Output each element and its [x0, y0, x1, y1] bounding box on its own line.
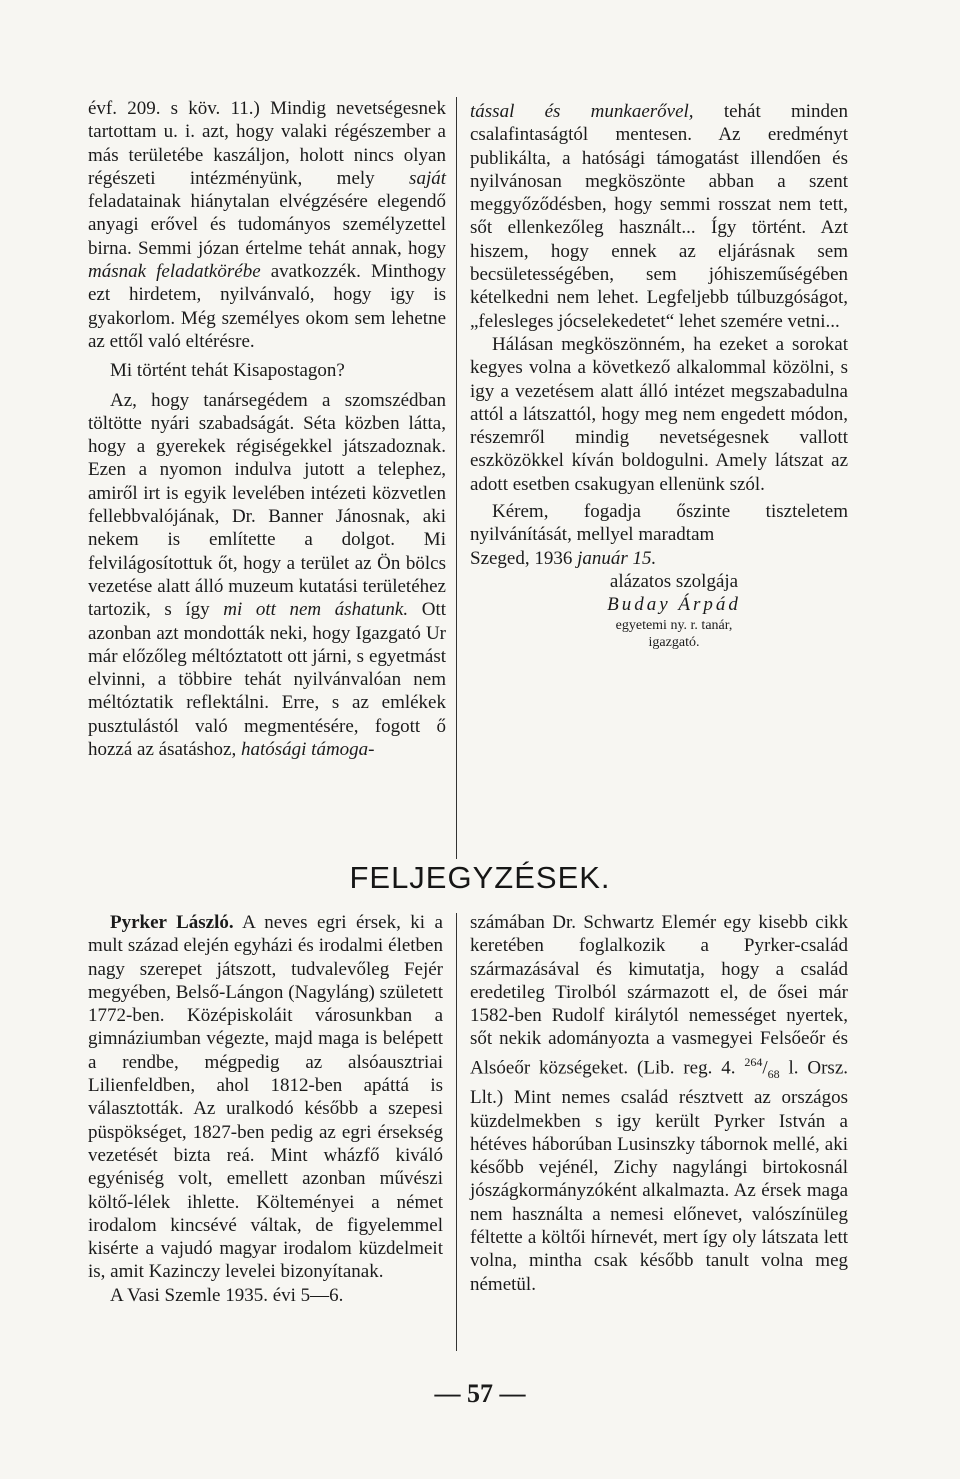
bottom-right-column	[470, 911, 848, 1296]
paragraph: Kérem, fogadja őszinte tiszteletem nyilvánítását, mellyel maradtam	[470, 501, 848, 546]
italic-text: mi ott nem áshatunk.	[223, 599, 409, 621]
text: számában Dr. Schwartz Elemér egy kisebb cikk keretében foglalkozik a Pyrker-család származásával és kimutatja, hogy a család eredetileg Tirolból származott el, de ősei már 1582-ben Rudolf királytól nemességet nyertek, sőt nekik adományozta a vasmegyei Felsőeőr és Alsóeőr községeket. (Lib. reg. 4.	[470, 912, 848, 1079]
signature-name: Buday Árpád	[607, 594, 741, 616]
paragraph	[88, 911, 443, 1284]
fraction-numerator: 264	[744, 1054, 763, 1069]
paragraph: számában Dr. Schwartz Elemér egy kisebb cikk keretében foglalkozik a Pyrker-család származásával és kimutatja, hogy a család eredetileg Tirolból származott el, de ősei már 1582-ben Rudolf királytól nemességet nyertek, sőt nekik adományozta a vasmegyei Felsőeőr és Alsóeőr községeket. (Lib. reg. 4. $^{264}/_{68}$ l. Orsz. Llt.) Mint nemes család résztvett az országos küzdelmekben s igy került Pyrker István a hétéves háborúban Lusinszky tábornok mellé, aki később vejénél, Zichy nagylángi birtokosnál jószágkormányzóként alkalmazta. Az érsek maga nem használta a nemesi előnevet, valószínüleg féltette a költői hírnevét, mert így oly látszata lett volna, mintha csak később tanult volna meg németül.	[470, 912, 848, 1295]
paragraph: Hálásan megköszönném, ha ezeket a sorokat kegyes volna a következő alkalommal közölni, s igy a vezetésem alatt álló intézet megszabadulna attól a látszattól, hogy meg nem engedett módon, részemről mindig nevetségesnek vallott eszközökkel kíván boldogulni. Amely látszat az adott esetben csakugyan ellenünk szól.	[470, 333, 848, 495]
section-title: FELJEGYZÉSEK.	[349, 860, 611, 895]
entry-name: Pyrker László.	[110, 912, 234, 933]
paragraph	[88, 97, 446, 353]
text: l. Orsz. Llt.) Mint nemes család résztvett az országos küzdelmekben s igy került Pyrker István a hétéves háborúban Lusinszky tábornok mellé, aki később vejénél, Zichy nagylángi birtokosnál jószágkormányzóként alkalmazta. Az érsek maga nem használta a nemesi előnevet, valószínüleg féltette a költői hírnevét, mert így oly látszata lett volna, mintha csak később tanult volna meg németül.	[470, 1057, 848, 1295]
date-line	[470, 547, 848, 570]
top-left-column	[88, 97, 446, 761]
top-right-column	[470, 100, 848, 651]
source-line: A Vasi Szemle 1935. évi 5—6.	[110, 1284, 344, 1306]
date-rest: január 15.	[572, 547, 657, 569]
text: Ott azonban azt mondották neki, hogy Igazgató Ur már előzőleg méltóztatott ott járni, s egyetmást elvinni, a többire tehát nyilvánvalóan nem méltóztatik reflektálni. Erre, s az emlékek pusztulástól való megmentésére, fogott ő hozzá az ásatáshoz,	[88, 599, 447, 761]
paragraph	[88, 389, 446, 762]
bottom-left-column	[88, 911, 443, 1307]
text: A neves egri érsek, ki a mult század elején egyházi és irodalmi életben nagy szerepet játszott, tudvalevőleg Fejér megyében, Belső-Lángon (Nagyláng) született 1772-ben. Középiskoláit városunkban a gimnáziumban végezte, majd maga is belépett a rendbe, mégpedig az alsóausztriai Lilienfeldben, ahol 1812-ben apáttá is választották. Az uralkodó később a szepesi püspökséget, 1827-ben pedig az egri érsekség vezetését bizta reá. Mint wházfő kiváló egyéniség volt, emellett azonban művészi költő-lélek ihlette. Költeményei a német irodalom kincsévé váltak, de figyelemmel kisérte a vajudó magyar irodalom küzdelmeit is, amit Kazinczy levelei bizonyítanak.	[88, 912, 443, 1283]
greeting: alázatos szolgája	[609, 570, 739, 592]
paragraph	[470, 100, 848, 333]
date-place: Szeged, 1936	[470, 547, 573, 569]
italic-text: saját	[409, 167, 446, 189]
text: feladatainak hiánytalan elvégzésére elegendő anyagi erővel és tudományos személyzettel birna. Semmi józan értelme tehát annak, hogy	[88, 191, 446, 259]
column-divider	[456, 97, 457, 859]
signature-title: igazgató.	[648, 634, 700, 650]
text: Az, hogy tanársegédem a szomszédban töltötte nyári szabadságát. Séta közben látta, hogy a gyerekek régiségekkel játszadoznak. Ezen a nyomon indulva jutott a telephez, amiről irt is egyik levelében intézeti közvetlen fellebbvalójának, Dr. Banner Jánosnak, aki nekem is említette a dolgot. Mi felvilágosítottuk őt, hogy a terület az Ön bölcs vezetése alatt álló muzeum kutatási területéhez tartozik, s így	[88, 389, 446, 621]
question-line: Mi történt tehát Kisapostagon?	[110, 360, 345, 382]
fraction-denominator: 68	[767, 1066, 780, 1081]
column-divider	[456, 913, 457, 1351]
signature-title: egyetemi ny. r. tanár,	[615, 617, 733, 633]
text: tehát minden csalafintaságtól mentesen. Az eredményt publikálta, a hatósági támogatást illendően és nyilvánosan megköszönte abban a szent meggyőződésben, hogy semmi rosszat nem tett, sőt ellenkezőleg használt... Így történt. Azt hiszem, hogy ennek az eljárásnak sem becsületességében, sem jóhiszeműségében kételkedni nem lehet. Legfeljebb túlbuzgóságot, „felesleges jócselekedetet“ lehet szemére vetni...	[470, 101, 848, 332]
page-number: — 57 —	[434, 1379, 526, 1408]
italic-text: hatósági támoga-	[240, 739, 375, 761]
italic-text: másnak feladatkörébe	[88, 261, 261, 283]
text: évf. 209. s köv. 11.) Mindig nevetségesnek tartottam u. i. azt, hogy valaki régészember a más területébe kaszáljon, holott nincs olyan régészeti intézményünk, mely	[88, 98, 446, 189]
italic-text: tással és munkaerővel,	[470, 101, 694, 122]
text: avatkozzék. Minthogy ezt hirdetem, nyilvánvaló, hogy igy is gyakorlom. Még személyes okom sem lehetne az ettől való eltérésre.	[88, 261, 446, 352]
